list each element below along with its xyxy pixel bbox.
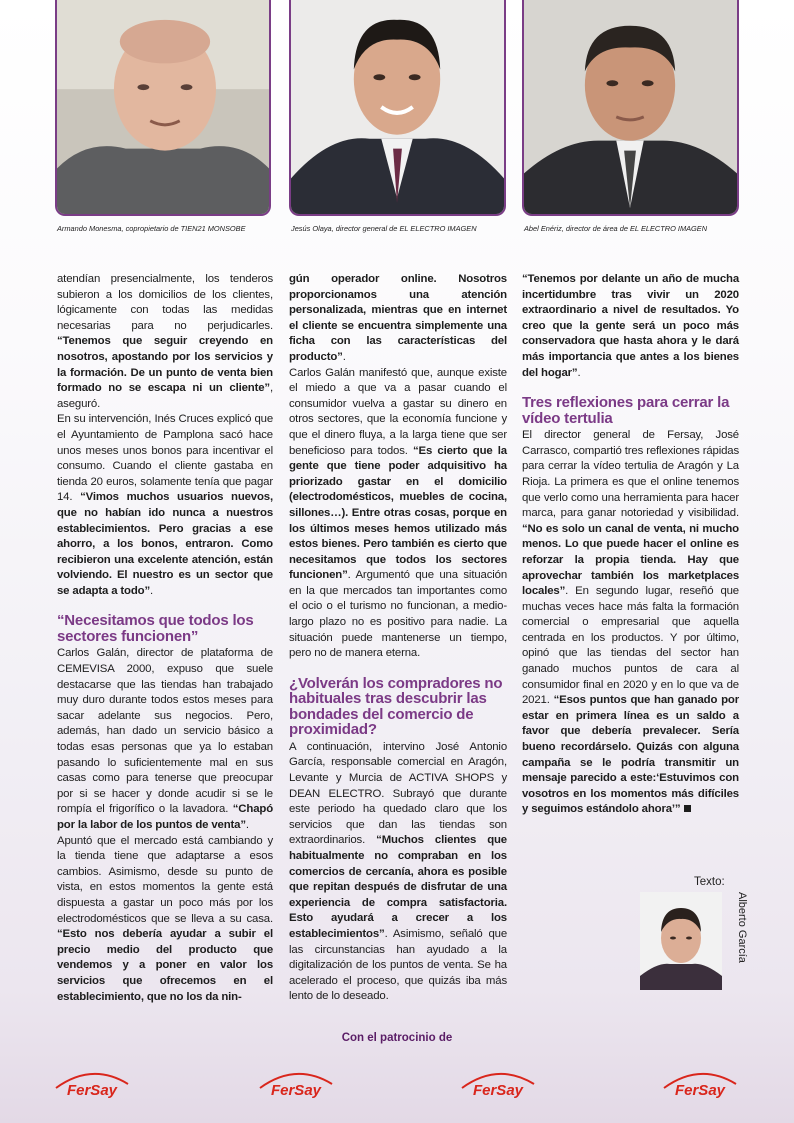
svg-text:FerSay: FerSay [674,1082,726,1099]
photo-jesus-olaya [289,0,506,216]
paragraph: atendían presencialmente, los tenderos subieron a los domicilios de los clientes, lógicamente con todas las medidas necesarias para no perjudicarles. “Tenemos que seguir creyendo en nosotros, apostando por los servicios y la formación. De un punto de venta bien formado no se escapa ni un cliente”, aseguró. [57,273,273,410]
article-column-1 [57,272,273,1005]
paragraph: Apuntó que el mercado está cambiando y la tienda tiene que adaptarse a esos cambios. Asimismo, desde su punto de vista, en estos momentos la gente está dispuesta a gastar un poco más por los electrodomésticos que se lleva a su casa. “Esto nos debería ayudar a subir el precio medio del producto que vendemos y a poner en valor los servicios que ofrecemos en el establecimiento, que no los da nin- [57,834,273,1003]
fersay-logo [256,1066,336,1100]
fersay-logo [458,1066,538,1100]
photo-armando-monesma [55,0,271,216]
svg-text:FerSay: FerSay [270,1082,322,1099]
paragraph: El director general de Fersay, José Carrasco, compartió tres reflexiones rápidas para cerrar la vídeo tertulia de Aragón y La Rioja. La primera es que el online tenemos que verlo como una herramienta para hacer marca, para ganar notoriedad y visibilidad. “No es solo un canal de venta, ni mucho menos. Lo que puede hacer el online es reforzar la propia tienda. Hay que aprovechar también los marketplaces locales”. En segundo lugar, reseñó que muchas veces hace más falta la formación comercial o empresarial que aquella centrada en los productos. Y por último, opinó que las tiendas del sector han ganado muchos puntos de cara al consumidor final en 2020 y en lo que va de 2021. “Esos puntos que han ganado por estar en primera línea es un saldo a favor que debería prevalecer. Sería bueno recordárselo. Quizás con alguna campaña se le podría transmitir un mensaje parecido a este:‘Estuvimos con vosotros en los momentos más difíciles y seguimos estándolo ahora’” [522,429,739,816]
photo-abel-eneriz [522,0,739,216]
paragraph: “Tenemos por delante un año de mucha incertidumbre tras vivir un 2020 extraordinario a nivel de resultados. Yo creo que la gente será un poco más conservadora que hasta ahora y le dará más importancia que antes a los bienes del hogar”. [522,273,739,379]
end-of-article-mark [684,805,691,812]
section-heading: ¿Volverán los compradores no habituales tras descubrir las bondades del comercio de proximidad? [289,674,503,739]
article-column-3 [522,272,739,818]
article-column-2 [289,272,507,1005]
photo-caption: Abel Enériz, director de área de EL ELECTRO IMAGEN [524,224,708,233]
fersay-logo [660,1066,740,1100]
author-name: Alberto García [736,892,748,963]
section-heading: Tres reflexiones para cerrar la vídeo tertulia [522,394,730,427]
paragraph: gún operador online. Nosotros proporcionamos una atención personalizada, mientras que en internet el cliente se encuentra simplemente una ficha con las características del producto”. [289,273,507,363]
paragraph: Carlos Galán manifestó que, aunque existe el miedo a que va a pasar cuando el consumidor vuelva a gastar su dinero en otros sectores, que la economía funcione y que el dinero fluya, a la larga tiene que ser beneficioso para todos. “Es cierto que la gente que tiene poder adquisitivo ha priorizado gastar en el domicilio (electrodomésticos, muebles de cocina, sillones…). Entre otras cosas, porque en los últimos meses hemos utilizado más estos bienes. Pero también es cierto que necesitamos que todos los sectores funcionen”. Argumentó que una situación en la que mercados tan importantes como el ocio o el turismo no funcionan, a medio-largo plazo no es positivo para nadie. La situación puede mantenerse un tiempo, pero no de manera eterna. [289,366,507,660]
author-photo [640,892,722,990]
section-heading: “Necesitamos que todos los sectores funcionen” [57,612,254,645]
paragraph: En su intervención, Inés Cruces explicó que el Ayuntamiento de Pamplona sacó hace unos meses unos bonos para incentivar el consumo. Cuando el cliente gastaba en tienda 20 euros, solamente tenía que pagar 14. “Vimos muchos usuarios nuevos, que no habían ido nunca a nuestros establecimientos. Pero gracias a ese ahorro, a los bonos, entraron. Como recibieron una excelente atención, están volviendo. El nuestro es un sector que se adapta a todo”. [57,413,274,597]
svg-text:FerSay: FerSay [472,1082,524,1099]
photo-caption: Armando Monesma, copropietario de TIEN21 MONSOBE [57,224,246,233]
svg-text:FerSay: FerSay [66,1082,118,1099]
photo-caption: Jesús Olaya, director general de EL ELECTRO IMAGEN [291,224,477,233]
sponsor-label: Con el patrocinio de [341,1032,453,1044]
fersay-logo [52,1066,132,1100]
paragraph: A continuación, intervino José Antonio García, responsable comercial en Aragón, Levante y Murcia de ACTIVA SHOPS y DEAN ELECTRO. Subrayó que durante este periodo ha quedado claro que los servicios que dan las tiendas son extraordinarios. “Muchos clientes que habitualmente no compraban en los comercios de cercanía, ahora es posible que repitan después de disfrutar de una experiencia de compra satisfactoria. Esto ayudará a crecer a los establecimientos”. Asimismo, señaló que las circunstancias han ayudado a la digitalización de los puntos de venta. Se ha acelerado el proceso, que quizás iba más lento de lo deseado. [289,740,507,1003]
author-label: Texto: [694,876,725,888]
paragraph: Carlos Galán, director de plataforma de CEMEVISA 2000, expuso que suele destacarse que las tiendas han trabajado muy duro durante todos estos meses para sacar adelante sus negocios. Pero, además, han dado un servicio básico a todas esas personas que ya lo estaban pasando lo suficientemente mal en sus casas como para tenerse que preocupar por si se hacer y donde acudir si se le rompía el frigorífico o la lavadora. “Chapó por la labor de los puntos de venta”. [57,647,273,831]
